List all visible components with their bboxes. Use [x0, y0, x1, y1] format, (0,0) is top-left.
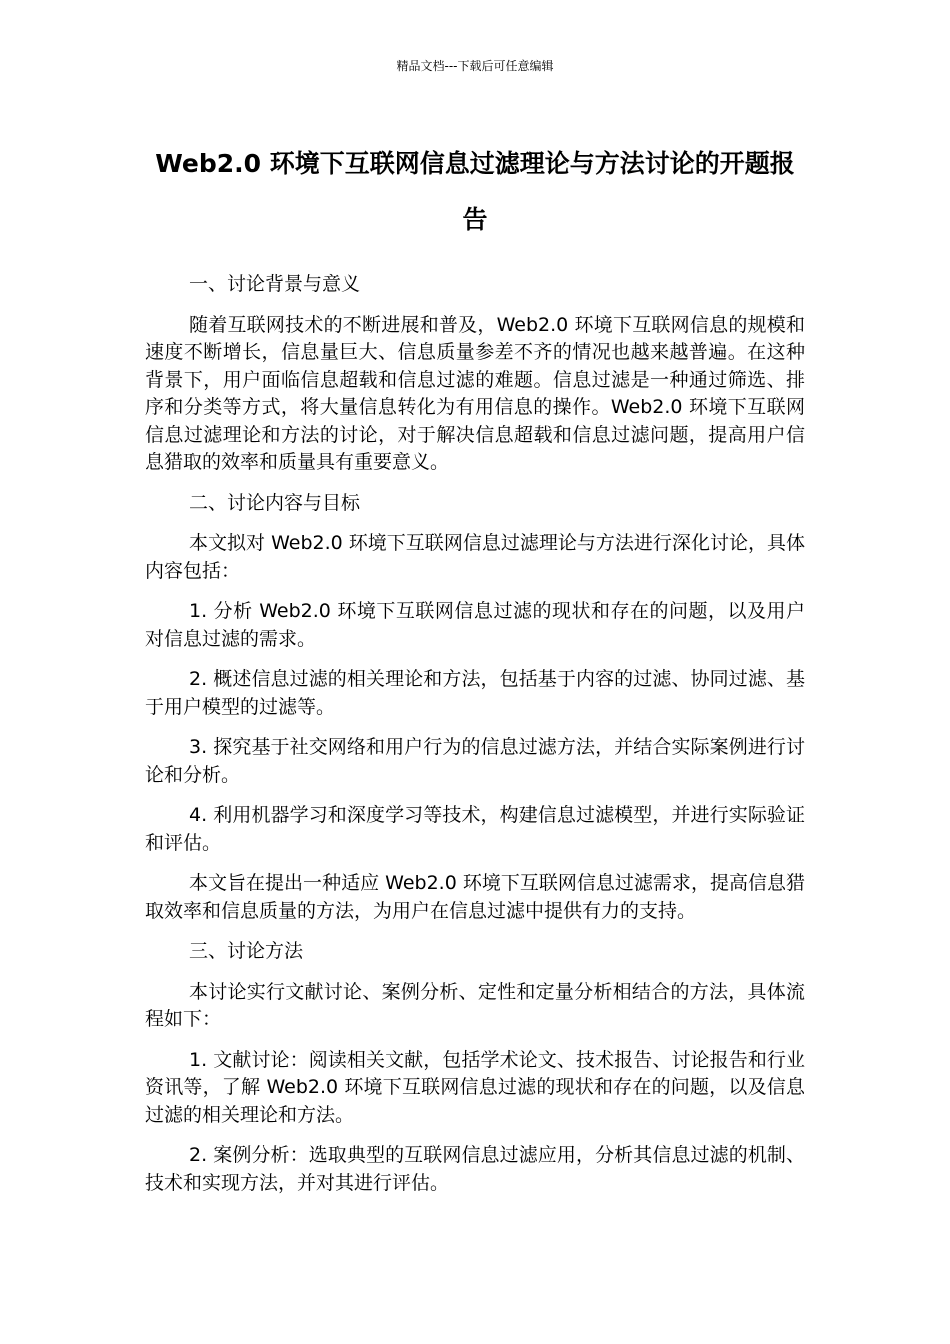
section-heading-methods: 三、讨论方法	[189, 940, 304, 962]
list-item-method-2: 2. 案例分析：选取典型的互联网信息过滤应用，分析其信息过滤的机制、技术和实现方法，并对其进行评估。	[145, 1144, 805, 1194]
header-note: 精品文档---下载后可任意编辑	[396, 59, 554, 73]
list-item-content-4: 4. 利用机器学习和深度学习等技术，构建信息过滤模型，并进行实际验证和评估。	[145, 804, 805, 854]
paragraph-methods-intro: 本讨论实行文献讨论、案例分析、定性和定量分析相结合的方法，具体流程如下：	[145, 980, 805, 1030]
section-heading-background: 一、讨论背景与意义	[189, 273, 361, 295]
list-item-content-3: 3. 探究基于社交网络和用户行为的信息过滤方法，并结合实际案例进行讨论和分析。	[145, 736, 805, 786]
paragraph-goal: 本文旨在提出一种适应 Web2.0 环境下互联网信息过滤需求，提高信息猎取效率和信息质量的方法，为用户在信息过滤中提供有力的支持。	[145, 872, 805, 922]
document-body	[145, 271, 805, 1197]
paragraph-background: 随着互联网技术的不断进展和普及，Web2.0 环境下互联网信息的规模和速度不断增长，信息量巨大、信息质量参差不齐的情况也越来越普遍。在这种背景下，用户面临信息超载和信息过滤的难题。信息过滤是一种通过筛选、排序和分类等方式，将大量信息转化为有用信息的操作。Web2.0 环境下互联网信息过滤理论和方法的讨论，对于解决信息超载和信息过滤问题，提高用户信息猎取的效率和质量具有重要意义。	[145, 313, 805, 473]
paragraph-content-intro: 本文拟对 Web2.0 环境下互联网信息过滤理论与方法进行深化讨论，具体内容包括：	[145, 532, 805, 582]
list-item-method-1: 1. 文献讨论：阅读相关文献，包括学术论文、技术报告、讨论报告和行业资讯等，了解 Web2.0 环境下互联网信息过滤的现状和存在的问题，以及信息过滤的相关理论和方法。	[145, 1048, 805, 1126]
section-heading-content-goals: 二、讨论内容与目标	[189, 491, 361, 514]
list-item-content-2: 2. 概述信息过滤的相关理论和方法，包括基于内容的过滤、协同过滤、基于用户模型的过滤等。	[145, 668, 805, 718]
list-item-content-1: 1. 分析 Web2.0 环境下互联网信息过滤的现状和存在的问题，以及用户对信息过滤的需求。	[145, 600, 805, 650]
document-title: Web2.0 环境下互联网信息过滤理论与方法讨论的开题报告	[155, 149, 795, 234]
